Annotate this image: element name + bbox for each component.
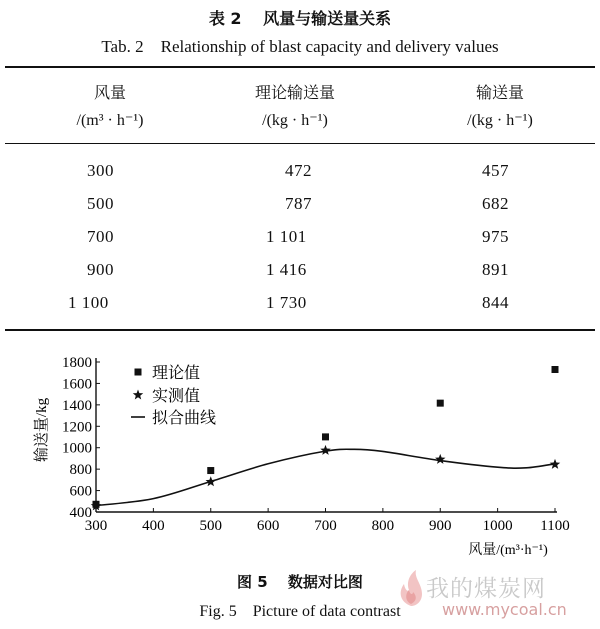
y-tick-label: 600 (69, 483, 92, 500)
measured-point (435, 454, 445, 464)
x-tick-label: 800 (371, 518, 395, 534)
y-tick-label: 1200 (62, 419, 92, 436)
chart-legend (131, 364, 216, 427)
chart-ticks (62, 355, 570, 534)
measured-point (206, 476, 216, 486)
legend-label: 理论值 (152, 365, 201, 382)
cell-blast: 700 (87, 227, 114, 246)
legend-star-icon (133, 390, 143, 400)
col-header-blast: 风量 (93, 83, 126, 102)
y-axis-label: 输送量/kg (34, 397, 50, 463)
y-tick-label: 400 (69, 505, 92, 521)
cell-delivery: 682 (482, 194, 509, 213)
cell-blast: 1 100 (68, 293, 109, 312)
y-tick-label: 1800 (62, 355, 92, 371)
data-contrast-chart (0, 340, 600, 569)
figure-caption-en: Fig. 5 Picture of data contrast (199, 603, 401, 620)
x-tick-label: 400 (142, 518, 165, 534)
cell-blast: 300 (87, 161, 114, 180)
col-unit-blast: /(m³ · h⁻¹) (76, 112, 144, 129)
col-header-theory: 理论输送量 (254, 83, 335, 102)
y-tick-label: 1600 (62, 376, 92, 393)
cell-blast: 500 (87, 194, 114, 213)
cell-theory: 787 (285, 194, 312, 213)
table-top-rule (5, 66, 595, 68)
x-tick-label: 1100 (540, 518, 570, 534)
x-tick-label: 900 (429, 518, 452, 534)
measured-point (550, 459, 560, 469)
col-header-delivery: 输送量 (475, 83, 524, 102)
cell-delivery: 457 (482, 161, 509, 180)
legend-label: 拟合曲线 (152, 410, 217, 427)
x-tick-label: 1000 (482, 518, 513, 534)
watermark-text: 我的煤炭网 (426, 576, 546, 602)
table-title-cn: 表 2 风量与输送量关系 (208, 9, 392, 28)
x-tick-label: 300 (84, 518, 108, 534)
cell-delivery: 891 (482, 260, 509, 279)
cell-theory: 1 416 (266, 260, 307, 279)
cell-theory: 472 (285, 161, 312, 180)
table-bottom-rule (5, 329, 595, 331)
theory-point (552, 366, 559, 373)
y-tick-label: 800 (69, 462, 92, 479)
theory-point (437, 400, 444, 407)
y-tick-label: 1400 (62, 397, 92, 414)
col-unit-theory: /(kg · h⁻¹) (262, 112, 328, 129)
fit-curve-line (96, 449, 555, 505)
theory-point (322, 433, 329, 440)
table-title-en: Tab. 2 Relationship of blast capacity and delivery values (101, 37, 499, 56)
x-tick-label: 600 (256, 518, 280, 534)
cell-theory: 1 730 (266, 293, 307, 312)
theory-point (207, 467, 214, 474)
y-tick-label: 1000 (62, 440, 92, 457)
table-header-rule (5, 143, 595, 144)
cell-delivery: 975 (482, 227, 509, 246)
legend-label: 实测值 (152, 388, 201, 405)
figure-caption-cn: 图 5 数据对比图 (237, 573, 363, 591)
measured-point (320, 445, 330, 455)
cell-theory: 1 101 (266, 227, 307, 246)
x-tick-label: 500 (199, 518, 222, 534)
col-unit-delivery: /(kg · h⁻¹) (467, 112, 533, 129)
cell-delivery: 844 (482, 293, 509, 312)
cell-blast: 900 (87, 260, 114, 279)
watermark-url: www.mycoal.cn (442, 600, 567, 619)
x-axis-label: 风量/(m³·h⁻¹) (468, 543, 548, 558)
x-tick-label: 700 (314, 518, 337, 534)
legend-square-icon (135, 369, 142, 376)
